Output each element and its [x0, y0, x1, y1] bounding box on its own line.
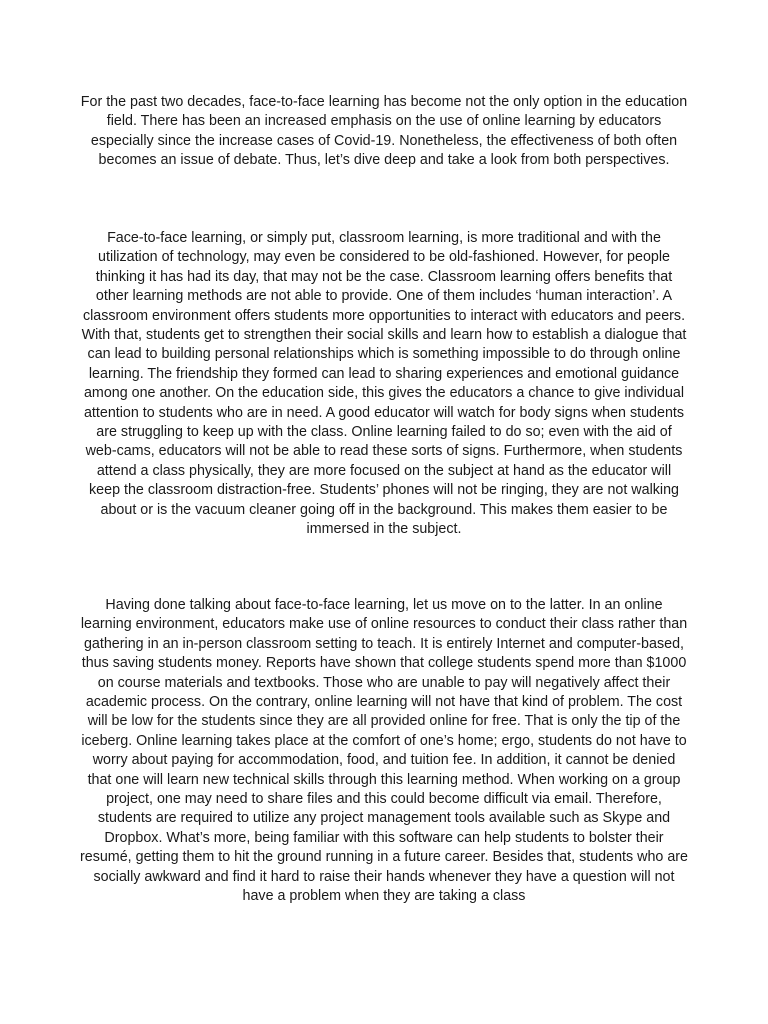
intro-paragraph: For the past two decades, face-to-face learning has become not the only option in the education field. There has been an increased emphasis on the use of online learning by educators especially since the increase cases of Covid-19. Nonetheless, the effectiveness of both often becomes an issue of debate. Thus, let’s dive deep and take a look from both perspectives. [80, 94, 688, 169]
online-learning-paragraph: Having done talking about face-to-face learning, let us move on to the latter. In an online learning environment, educators make use of online resources to conduct their class rather than gathering in an in-person classroom setting to teach. It is entirely Internet and computer-based, thus saving students money. Reports have shown that college students spend more than $1000 on course materials and textbooks. Those who are unable to pay will negatively affect their academic process. On the contrary, online learning will not have that kind of problem. The cost will be low for the students since they are all provided online for free. That is only the tip of the iceberg. Online learning takes place at the comfort of one’s home; ergo, students do not have to worry about paying for accommodation, food, and tuition fee. In addition, it cannot be denied that one will learn new technical skills through this learning method. When working on a group project, one may need to share files and this could become difficult via email. Therefore, students are required to utilize any project management tools available such as Skype and Dropbox. What’s more, being familiar with this software can help students to bolster their resumé, getting them to hit the ground running in a future career. Besides that, students who are socially awkward and find it hard to raise their hands whenever they have a question will not have a problem when they are taking a class [80, 597, 688, 905]
face-to-face-paragraph: Face-to-face learning, or simply put, classroom learning, is more traditional and with the utilization of technology, may even be considered to be old-fashioned. However, for people thinking it has had its day, that may not be the case. Classroom learning offers benefits that other learning methods are not able to provide. One of them includes ‘human interaction’. A classroom environment offers students more opportunities to interact with educators and peers. With that, students get to strengthen their social skills and learn how to establish a dialogue that can lead to building personal relationships which is something impossible to do through online learning. The friendship they formed can lead to sharing experiences and emotional guidance among one another. On the education side, this gives the educators a chance to give individual attention to students who are in need. A good educator will watch for body signs when students are struggling to keep up with the class. Online learning failed to do so; even with the aid of web-cams, educators will not be able to read these sorts of signs. Furthermore, when students attend a class physically, they are more focused on the subject at hand as the educator will keep the classroom distraction-free. Students’ phones will not be ringing, they are not walking about or is the vacuum cleaner going off in the background. This makes them easier to be immersed in the subject. [81, 230, 687, 538]
